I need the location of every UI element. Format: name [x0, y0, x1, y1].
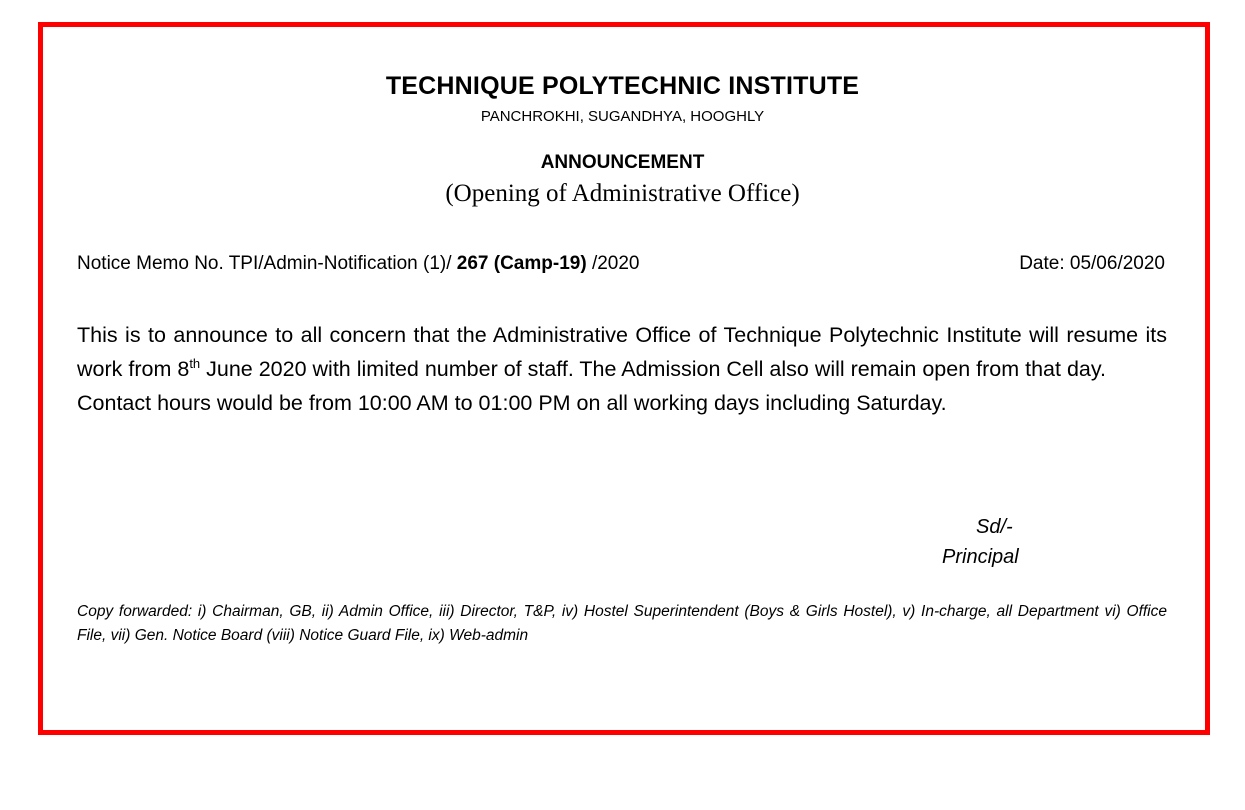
memo-suffix: /2020: [586, 253, 640, 274]
body-paragraph-1: [77, 318, 1167, 386]
signature-sd: Sd/-: [976, 516, 1013, 538]
ordinal-suffix: th: [189, 355, 201, 371]
notice-date: Date: 05/06/2020: [1019, 253, 1165, 274]
memo-number: 267 (Camp-19): [456, 253, 587, 274]
body-paragraph-2: Contact hours would be from 10:00 AM to 01:00 PM on all working days including Saturday.: [77, 391, 947, 415]
copy-forwarded-list: Copy forwarded: i) Chairman, GB, ii) Admin Office, iii) Director, T&P, iv) Hostel Superintendent (Boys & Girls Hostel), v) In-charge, all Department vi) Office File, vii) Gen. Notice Board (viii) Notice Guard File, ix) Web-admin: [77, 603, 1167, 644]
memo-prefix: Notice Memo No. TPI/Admin-Notification (1)/: [77, 253, 457, 274]
body-paragraph-1-part-2: June 2020 with limited number of staff. The Admission Cell also will remain open from that day.: [200, 357, 1106, 381]
memo-number-line: [77, 253, 640, 275]
announcement-body: [77, 318, 1167, 420]
body-paragraph-1-part-1: This is to announce to all concern that the Administrative Office of Technique Polytechnic Institute will resume its work from 8: [77, 323, 1167, 381]
institute-name: TECHNIQUE POLYTECHNIC INSTITUTE: [385, 72, 860, 100]
institute-address: PANCHROKHI, SUGANDHYA, HOOGHLY: [480, 108, 765, 125]
announcement-subject: (Opening of Administrative Office): [445, 180, 800, 207]
signature-designation: Principal: [942, 546, 1019, 568]
announcement-heading: ANNOUNCEMENT: [540, 152, 705, 173]
